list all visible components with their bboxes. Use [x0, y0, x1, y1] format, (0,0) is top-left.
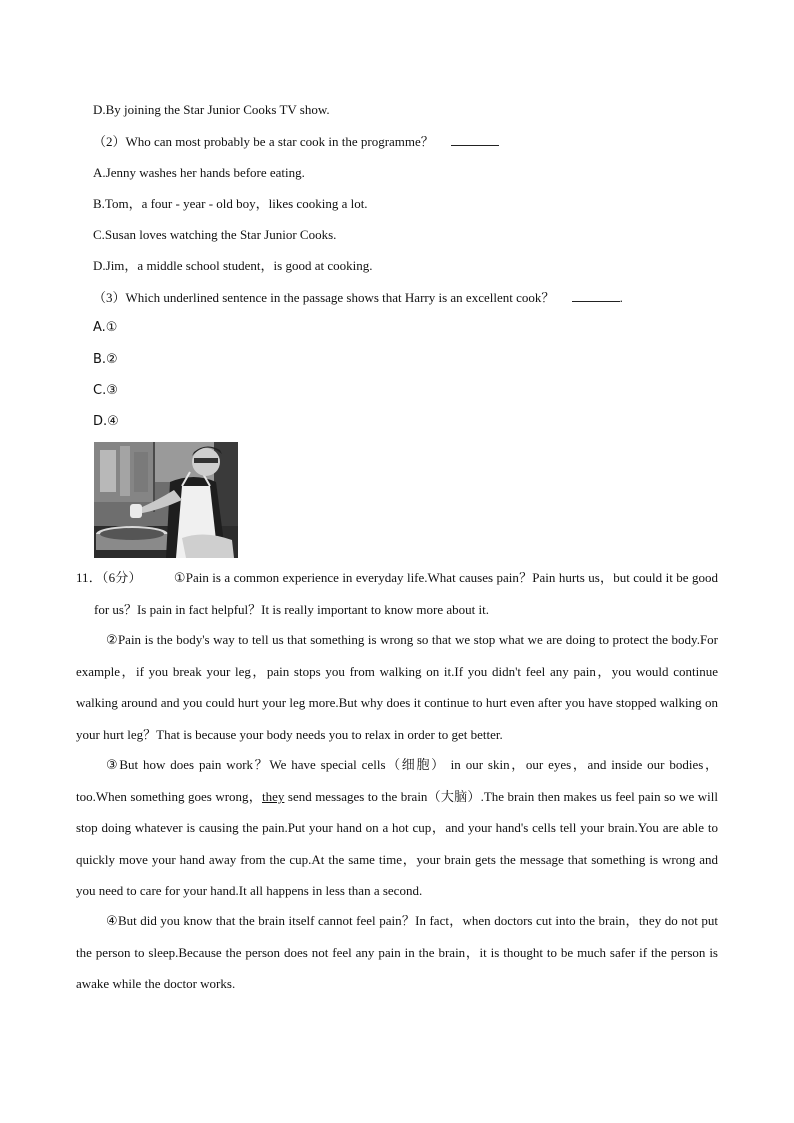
q11-paragraph-2 — [76, 624, 718, 750]
q10-3-option-d: D.④ — [93, 414, 119, 429]
q11-paragraph-1 — [76, 562, 718, 625]
paragraph-marker: ① — [173, 571, 186, 586]
paragraph-text: Pain is the body's way to tell us that something is wrong so that we stop what we are doing to protect the body.For example，if you break your leg，pain stops you from walking on it.If you didn't feel any pain，you would continue walking around and you could hurt your leg more.But why does it continue to hurt even after you have stopped walking on your hurt leg？That is because your body needs you to relax in order to get better. — [76, 632, 719, 742]
q10-2-option-d: D.Jim，a middle school student，is good at cooking. — [93, 258, 373, 273]
cooking-boy-photo — [94, 442, 238, 558]
q10-1-option-d: D.By joining the Star Junior Cooks TV show. — [93, 102, 330, 117]
paragraph-marker: ③ — [106, 758, 120, 773]
q10-2-question — [93, 133, 499, 150]
q10-3-option-a: A.① — [93, 320, 118, 335]
answer-blank[interactable] — [572, 289, 620, 302]
q11-paragraph-3 — [76, 749, 718, 906]
q10-3-question — [93, 289, 623, 306]
end-mark: . — [619, 290, 623, 305]
q10-2-question-text: （2）Who can most probably be a star cook in the programme？ — [93, 134, 434, 149]
q10-2-option-c: C.Susan loves watching the Star Junior Cooks. — [93, 227, 337, 242]
q10-3-option-b: B.② — [93, 352, 118, 367]
q10-2-option-b: B.Tom，a four - year - old boy，likes cooking a lot. — [93, 196, 368, 211]
underlined-word: they — [262, 789, 285, 805]
paragraph-text-a: But how does pain work？We have special cells（细胞） in our skin，our eyes，and inside our bodies，too.When something goes wrong， — [76, 757, 719, 805]
paragraph-marker: ④ — [106, 914, 118, 929]
paragraph-text: Pain is a common experience in everyday life.What causes pain？Pain hurts us，but could it be good for us？Is pain in fact helpful？It is really important to know more about it. — [94, 570, 718, 618]
q10-3-option-c: C.③ — [93, 383, 118, 398]
q11-paragraph-4 — [76, 905, 718, 1000]
question-number: 11．（6分） — [76, 570, 142, 585]
q10-2-option-a: A.Jenny washes her hands before eating. — [93, 165, 305, 180]
answer-blank[interactable] — [451, 133, 499, 146]
paragraph-text-b: send messages to the brain（大脑）.The brain then makes us feel pain so we will stop doing whatever is causing the pain.Put your hand on a hot cup，and your hand's cells tell your brain.You are able to quickly move your hand away from the cup.At the same time，your brain gets the message that something is wrong and you need to care for your hand.It all happens in less than a second. — [76, 789, 718, 898]
paragraph-text: But did you know that the brain itself cannot feel pain？In fact，when doctors cut into the brain，they do not put the person to sleep.Because the person does not feel any pain in the brain，it is thought to be much safer if the person is awake while the doctor works. — [76, 913, 719, 992]
paragraph-marker: ② — [106, 633, 118, 648]
q10-3-question-text: （3）Which underlined sentence in the passage shows that Harry is an excellent cook？ — [93, 290, 555, 305]
